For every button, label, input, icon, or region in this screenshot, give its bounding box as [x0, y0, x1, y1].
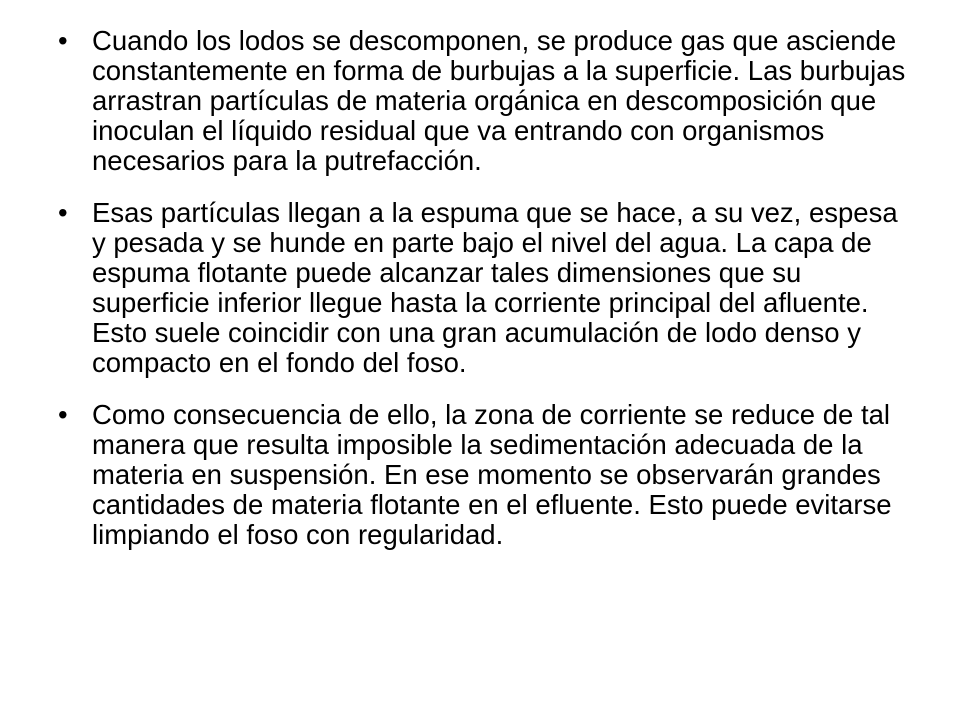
bullet-item-3 [58, 400, 910, 550]
bullet-icon: • [58, 25, 68, 56]
bullet-text-3: Como consecuencia de ello, la zona de corriente se reduce de tal manera que resulta imposible la sedimentación adecuada de la materia en suspensión. En ese momento se observarán grandes cantidades de materia flotante en el efluente. Esto puede evitarse limpiando el foso con regularidad. [92, 399, 892, 550]
bullet-text-2: Esas partículas llegan a la espuma que se hace, a su vez, espesa y pesada y se hunde en parte bajo el nivel del agua. La capa de espuma flotante puede alcanzar tales dimensiones que su superficie inferior llegue hasta la corriente principal del afluente. Esto suele coincidir con una gran acumulación de lodo denso y compacto en el fondo del foso. [92, 197, 898, 378]
bullet-list [58, 26, 910, 550]
bullet-item-2 [58, 198, 910, 378]
bullet-icon: • [58, 399, 68, 430]
bullet-item-1 [58, 26, 910, 176]
bullet-icon: • [58, 197, 68, 228]
bullet-text-1: Cuando los lodos se descomponen, se produce gas que asciende constantemente en forma de burbujas a la superficie. Las burbujas arrastran partículas de materia orgánica en descomposición que inoculan el líquido residual que va entrando con organismos necesarios para la putrefacción. [92, 25, 906, 176]
